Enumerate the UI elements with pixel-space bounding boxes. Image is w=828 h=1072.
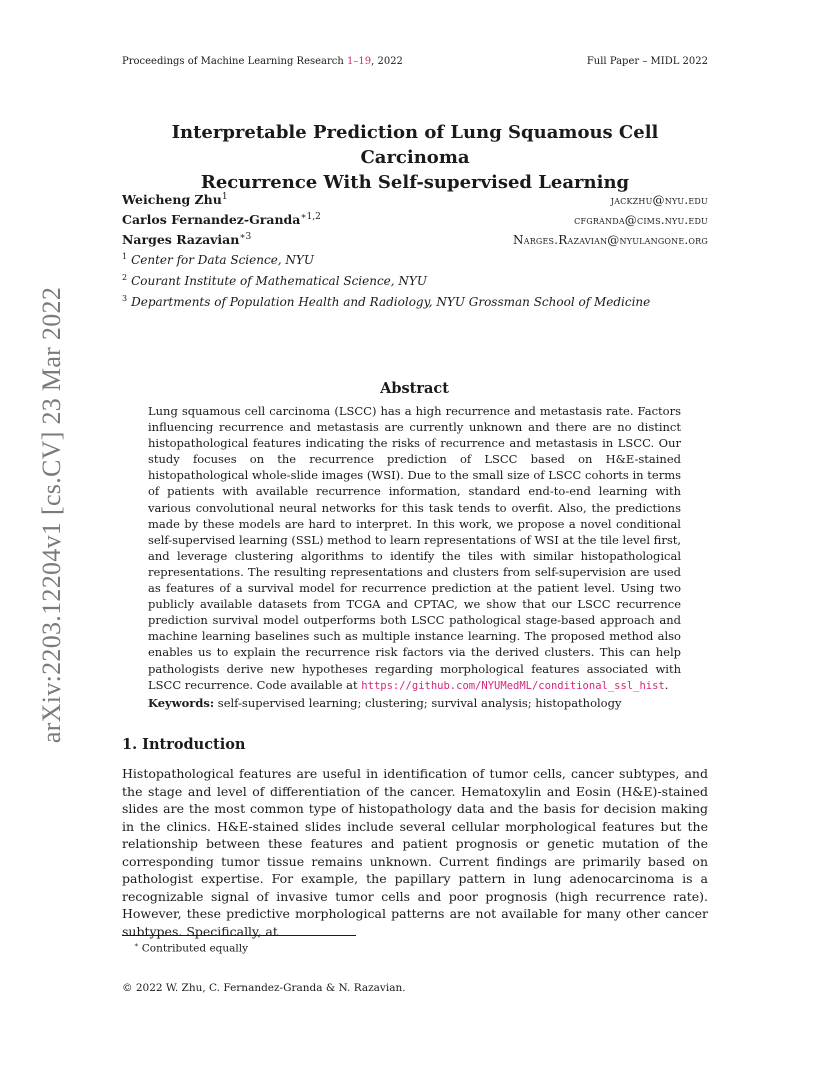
running-header-left	[122, 56, 403, 67]
abstract-heading: Abstract	[380, 380, 449, 397]
author-row	[122, 192, 708, 212]
copyright: © 2022 W. Zhu, C. Fernandez-Granda & N. Razavian.	[122, 982, 406, 994]
footnote: ∗ Contributed equally	[134, 941, 249, 955]
keywords-text: self-supervised learning; clustering; survival analysis; histopathology	[214, 696, 622, 710]
author-name: Weicheng Zhu$^1$	[122, 192, 228, 208]
code-link[interactable]: https://github.com/NYUMedML/conditional_ssl_hist	[361, 679, 665, 692]
keywords	[148, 696, 681, 710]
header-year: , 2022	[371, 56, 403, 67]
author-row	[122, 212, 708, 232]
introduction-paragraph: Histopathological features are useful in identification of tumor cells, cancer subtypes, and the stage and level of differentiation of the cancer. Hematoxylin and Eosin (H&E)-stained slides are the most common type of histopathology data and the basis for decision making in the clinics. H&E-stained slides include several cellular morphological features but the relationship between these features and patient prognosis or genetic mutation of the corresponding tumor tissue remains unknown. Current findings are primarily based on pathologist expertise. For example, the papillary pattern in lung adenocarcinoma is a recognizable signal of invasive tumor cells and poor prognosis (high recurrence rate). However, these predictive morphological patterns are not available for many other cancer subtypes. Specifically, at	[122, 766, 708, 939]
author-name: Narges Razavian$^{∗3}$	[122, 232, 252, 248]
author-row	[122, 232, 708, 252]
title-line: Interpretable Prediction of Lung Squamous Cell Carcinoma	[171, 122, 659, 168]
author-name: Carlos Fernandez-Granda$^{∗1,2}$	[122, 212, 321, 228]
keywords-label: Keywords:	[148, 696, 215, 710]
author-email[interactable]: Narges.Razavian@nyulangone.org	[513, 233, 708, 247]
author-email[interactable]: jackzhu@nyu.edu	[610, 193, 708, 207]
affiliation: $^3$ Departments of Population Health and Radiology, NYU Grossman School of Medicine	[122, 294, 651, 309]
author-block	[122, 192, 708, 315]
running-header-right: Full Paper – MIDL 2022	[586, 56, 708, 67]
header-proceedings: Proceedings of Machine Learning Research	[122, 56, 348, 67]
author-email[interactable]: cfgranda@cims.nyu.edu	[574, 213, 708, 227]
header-pages-link[interactable]: 1–19	[347, 56, 372, 67]
arxiv-watermark: arXiv:2203.12204v1 [cs.CV] 23 Mar 2022	[37, 286, 66, 744]
affiliation: $^1$ Center for Data Science, NYU	[122, 252, 314, 267]
section-heading: 1. Introduction	[122, 736, 246, 753]
paper-title	[122, 120, 708, 195]
abstract-text: Lung squamous cell carcinoma (LSCC) has a high recurrence and metastasis rate. Factors influencing recurrence and metastasis are currently unknown and there are no distinct histopathological features indicating the risks of recurrence and metastasis in LSCC. Our study focuses on the recurrence prediction of LSCC based on H&E-stained histopathological whole-slide images (WSI). Due to the small size of LSCC cohorts in terms of patients with available recurrence information, standard end-to-end learning with various convolutional neural networks for this task tends to overfit. Also, the predictions made by these models are hard to interpret. In this work, we propose a novel conditional self-supervised learning (SSL) method to learn representations of WSI at the tile level first, and leverage clustering algorithms to identify the tiles with similar histopathological representations. The resulting representations and clusters from self-supervision are used as features of a survival model for recurrence prediction at the patient level. Using two publicly available datasets from TCGA and CPTAC, we show that our LSCC recurrence prediction survival model outperforms both LSCC pathological stage-based approach and machine learning baselines such as multiple instance learning. The proposed method also enables us to explain the recurrence risk factors via the derived clusters. This can help pathologists derive new hypotheses regarding morphological features associated with LSCC recurrence. Code available at	[148, 404, 681, 692]
affiliation: $^2$ Courant Institute of Mathematical Science, NYU	[122, 273, 427, 288]
footnote-rule	[122, 935, 356, 936]
abstract-body: Lung squamous cell carcinoma (LSCC) has a high recurrence and metastasis rate. Factors influencing recurrence and metastasis are currently unknown and there are no distinct histopathological features indicating the risks of recurrence and metastasis in LSCC. Our study focuses on the recurrence prediction of LSCC based on H&E-stained histopathological whole-slide images (WSI). Due to the small size of LSCC cohorts in terms of patients with available recurrence information, standard end-to-end learning with various convolutional neural networks for this task tends to overfit. Also, the predictions made by these models are hard to interpret. In this work, we propose a novel conditional self-supervised learning (SSL) method to learn representations of WSI at the tile level first, and leverage clustering algorithms to identify the tiles with similar histopathological representations. The resulting representations and clusters from self-supervision are used as features of a survival model for recurrence prediction at the patient level. Using two publicly available datasets from TCGA and CPTAC, we show that our LSCC recurrence prediction survival model outperforms both LSCC pathological stage-based approach and machine learning baselines such as multiple instance learning. The proposed method also enables us to explain the recurrence risk factors via the derived clusters. This can help pathologists derive new hypotheses regarding morphological features associated with LSCC recurrence. Code available at https://github.com/NYUMedML/conditional_ssl_hist.	[148, 404, 681, 692]
title-line: Recurrence With Self-supervised Learning	[200, 172, 630, 193]
